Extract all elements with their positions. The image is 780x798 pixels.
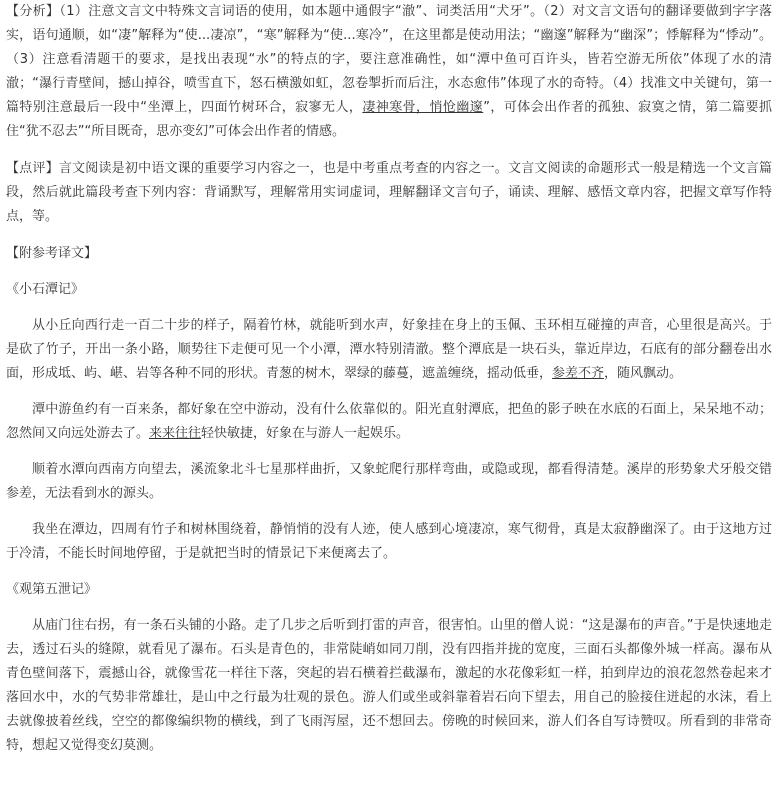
essay1-p2-text-a: 潭中游鱼约有一百来条，都好象在空中游动，没有什么依靠似的。阳光直射潭底，把鱼的影子映在水底的石面上，呆呆地不动；忽然间又向远处游去了。	[6, 402, 772, 441]
comment-paragraph	[6, 157, 772, 229]
essay1-p1-underlined: 参差不齐	[552, 366, 605, 381]
essay1-paragraph-4: 我坐在潭边，四周有竹子和树林围绕着，静悄悄的没有人迹，使人感到心境凄凉，寒气彻骨，真是太寂静幽深了。由于这地方过于冷清，不能长时间地停留，于是就把当时的情景记下来便离去了。	[6, 522, 772, 561]
essay1-paragraph-2	[6, 398, 772, 446]
analysis-text-1: （1）注意文言文中特殊文言词语的使用，如本题中通假字“澈”、词类活用“犬牙”。（2）对文言文语句的翻译要做到字字落实，语句通顺，如“凄”解释为“使...凄凉”，“寒”解释为“使...寒冷”，在这里都是使动用法；“幽邃”解释为“幽深”；悸解释为“悸动”。（3）注意看清题干的要求，是找出表现“水”的特点的字，要注意准确性，如“潭中鱼可百许头，皆若空游无所依”体现了水的清澈；“瀑行青壁间，撼山掉谷，喷雪直下，怒石横激如虹，忽卷掣折而后注，水态愈伟”体现了水的奇特。（4）找准文中关键句，第一篇特别注意最后一段中“坐潭上，四面竹树环合，寂寥无人，	[6, 4, 772, 115]
comment-text: 言文阅读是初中语文课的重要学习内容之一，也是中考重点考查的内容之一。文言文阅读的命题形式一般是精选一个文言篇段，然后就此篇段考查下列内容：背诵默写，理解常用实词虚词，理解翻译文言句子，诵读、理解、感悟文章内容，把握文章写作特点，等。	[6, 161, 772, 224]
essay1-title: 《小石潭记》	[6, 282, 85, 297]
essay2-paragraph-1: 从庙门往右拐，有一条石头铺的小路。走了几步之后听到打雷的声音，很害怕。山里的僧人说：“这是瀑布的声音。”于是快速地走去，透过石头的缝隙，就看见了瀑布。石头是青色的，非常陡峭如同刀削，没有四指并拢的宽度，三面石头都像外城一样高。瀑布从青色壁间落下，震撼山谷，就像雪花一样往下落，突起的岩石横着拦截瀑布，激起的水花像彩虹一样，拍到岸边的浪花忽然卷起来才落回水中，水的气势非常雄壮，是山中之行最为壮观的景色。游人们或坐或斜靠着岩石向下望去，用自己的脸接住迸起的水沫，看上去就像披着丝线，空空的都像编织物的横线，到了飞雨泻屋，还不想回去。傍晚的时候回来，游人们各自写诗赞叹。所看到的非常奇特，想起又觉得变幻莫测。	[6, 618, 772, 753]
essay1-p1-text-a: 从小丘向西行走一百二十步的样子，隔着竹林，就能听到水声，好象挂在身上的玉佩、玉环相互碰撞的声音，心里很是高兴。于是砍了竹子，开出一条小路，顺势往下走便可见一个小潭，潭水特别清澈。整个潭底是一块石头，靠近岸边，石底有的部分翻卷出水面，形成坻、屿、嵁、岩等各种不同的形状。青葱的树木，翠绿的藤蔓，遮盖缠绕，摇动低垂，	[6, 318, 772, 381]
analysis-text-2: ”，可体会出作者的孤独、寂寞之情，第二篇要抓住“犹不忍去”“所目既奇，思亦变幻”可体会出作者的情感。	[6, 100, 772, 139]
analysis-paragraph	[6, 0, 772, 144]
essay1-p2-text-b: 轻快敏捷，好象在与游人一起娱乐。	[201, 426, 410, 441]
translation-heading: 【附参考译文】	[6, 246, 98, 261]
comment-label: 【点评】	[6, 161, 59, 176]
essay1-paragraph-1	[6, 314, 772, 386]
analysis-underlined-quote: 凄神寒骨，悄怆幽邃	[362, 100, 484, 115]
essay1-p2-underlined: 来来往往	[149, 426, 202, 441]
essay2-title: 《观第五泄记》	[6, 582, 98, 597]
analysis-label: 【分析】	[6, 4, 60, 19]
essay1-paragraph-3: 顺着水潭向西南方向望去，溪流象北斗七星那样曲折，又象蛇爬行那样弯曲，或隐或现，都看得清楚。溪岸的形势象犬牙般交错参差，无法看到水的源头。	[6, 462, 772, 501]
essay1-p1-text-b: ，随风飘动。	[604, 366, 683, 381]
